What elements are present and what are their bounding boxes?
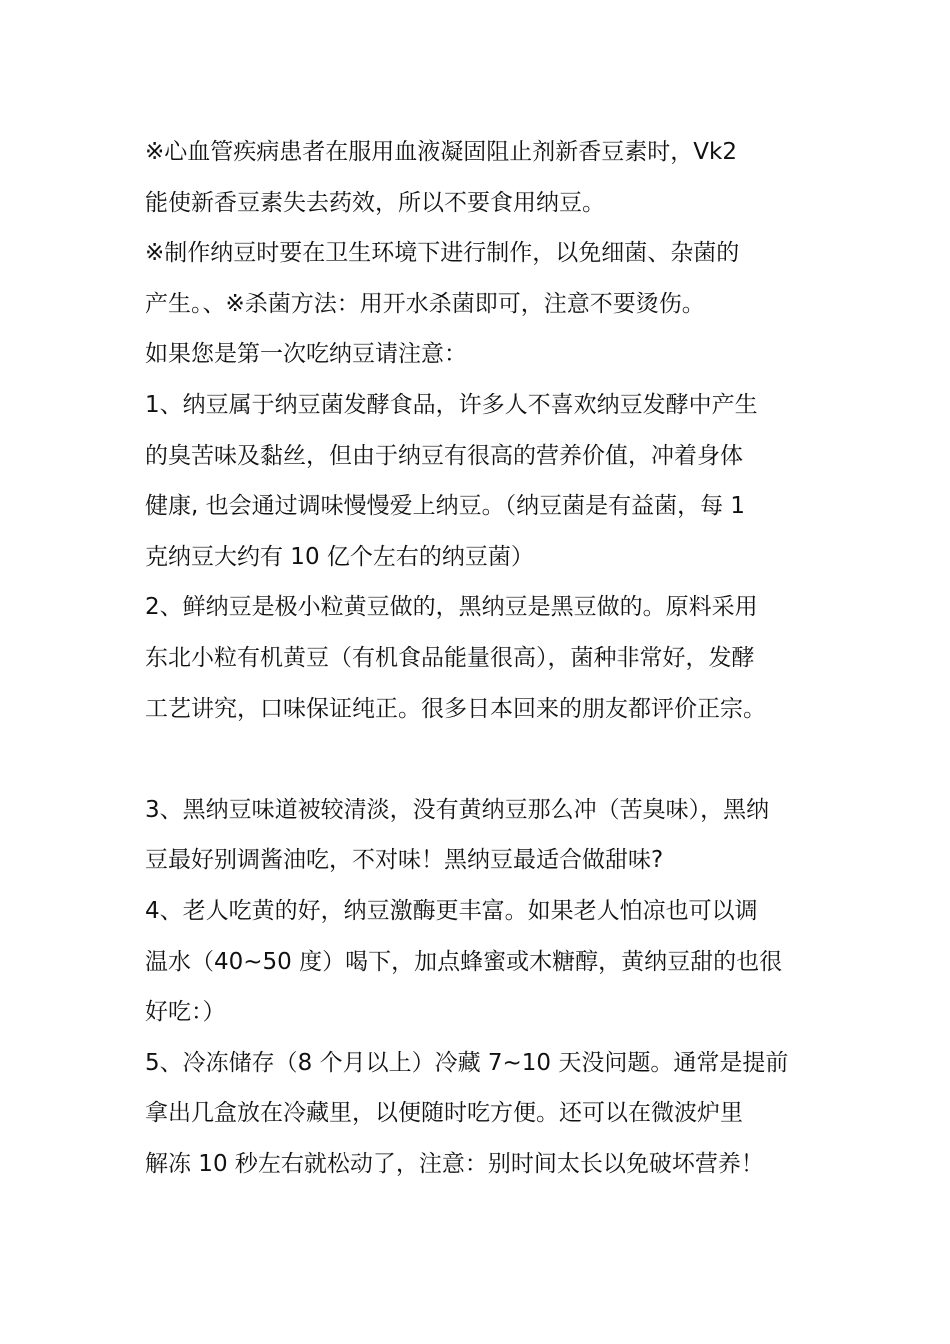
- text-line: 5、冷冻储存（8 个月以上）冷藏 7~10 天没问题。通常是提前: [145, 1049, 789, 1076]
- text-line: 工艺讲究，口味保证纯正。很多日本回来的朋友都评价正宗。: [145, 695, 766, 722]
- text-line: ※制作纳豆时要在卫生环境下进行制作，以免细菌、杂菌的: [145, 240, 740, 267]
- text-line: 能使新香豆素失去药效，所以不要食用纳豆。: [145, 189, 605, 216]
- text-line: 健康, 也会通过调味慢慢爱上纳豆。（纳豆菌是有益菌，每 1: [145, 493, 746, 520]
- text-line: 拿出几盒放在冷藏里，以便随时吃方便。还可以在微波炉里: [145, 1100, 743, 1127]
- text-line: 的臭苦味及黏丝，但由于纳豆有很高的营养价值，冲着身体: [145, 442, 743, 469]
- text-line: 豆最好别调酱油吃，不对味！黑纳豆最适合做甜味?: [145, 847, 664, 874]
- text-line: 4、老人吃黄的好，纳豆激酶更丰富。如果老人怕凉也可以调: [145, 897, 758, 924]
- text-line: 好吃：）: [145, 999, 226, 1026]
- text-line: 2、鲜纳豆是极小粒黄豆做的，黑纳豆是黑豆做的。原料采用: [145, 594, 758, 621]
- text-line: 1、纳豆属于纳豆菌发酵食品，许多人不喜欢纳豆发酵中产生: [145, 391, 758, 418]
- text-line: 解冻 10 秒左右就松动了，注意：别时间太长以免破坏营养！: [145, 1150, 764, 1177]
- document-body: [145, 127, 813, 1189]
- text-line: 克纳豆大约有 10 亿个左右的纳豆菌）: [145, 543, 534, 570]
- text-line: 产生。、※杀菌方法：用开水杀菌即可，注意不要烫伤。: [145, 290, 705, 317]
- text-line: ※心血管疾病患者在服用血液凝固阻止剂新香豆素时，Vk2: [145, 139, 737, 165]
- blank-line: [145, 734, 813, 785]
- text-line: 3、黑纳豆味道被较清淡，没有黄纳豆那么冲（苦臭味），黑纳: [145, 796, 770, 823]
- text-line: 东北小粒有机黄豆（有机食品能量很高），菌种非常好，发酵: [145, 644, 755, 671]
- text-line: 如果您是第一次吃纳豆请注意：: [145, 341, 467, 368]
- text-line: 温水（40~50 度）喝下，加点蜂蜜或木糖醇，黄纳豆甜的也很: [145, 948, 783, 975]
